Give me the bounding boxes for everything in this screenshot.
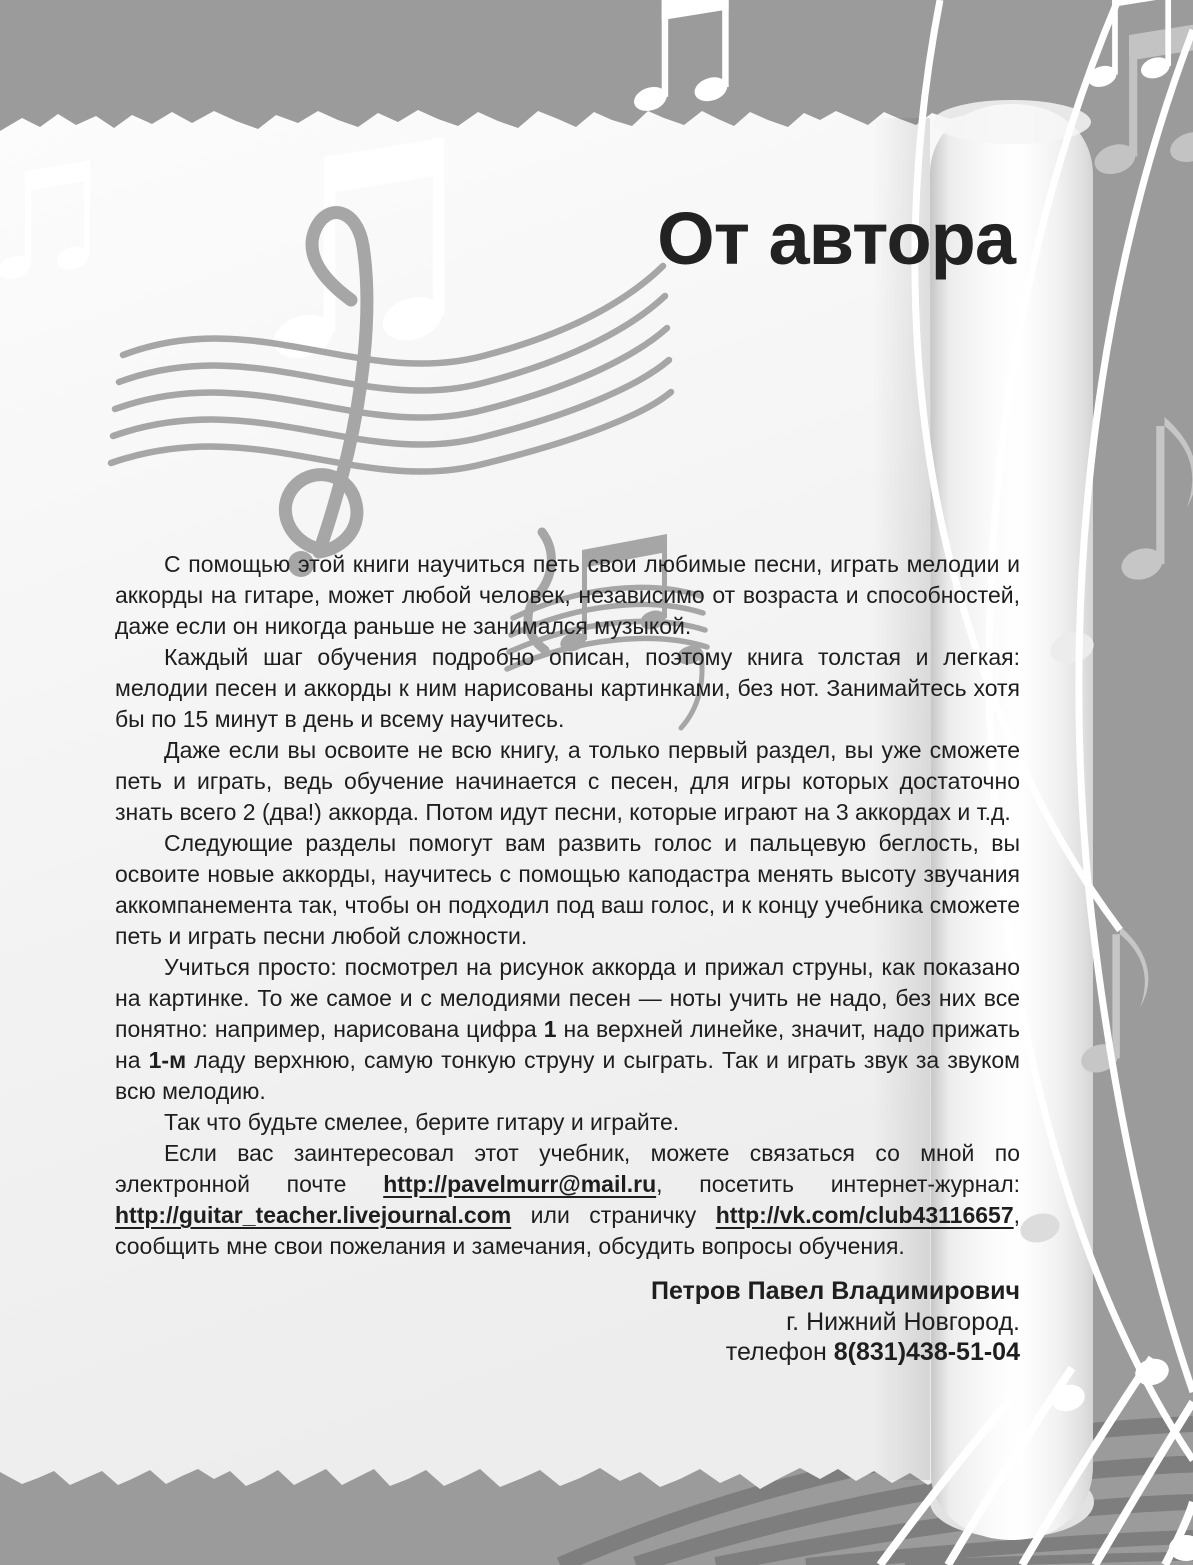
text-run: или страничку	[511, 1202, 716, 1228]
paragraph	[115, 549, 1020, 642]
text-run: на верхней линейке, значит, надо прижать на	[115, 1016, 1020, 1073]
paragraph	[115, 735, 1020, 828]
text-run: Следующие разделы помогут вам развить голос и пальцевую беглость, вы освоите новые аккорды, научитесь с помощью каподастра менять высоту звучания аккомпанемента так, чтобы он подходил под ваш голос, и к концу учебника сможете петь и играть песни любой сложности.	[115, 830, 1020, 949]
text-run: С помощью этой книги научиться петь свои любимые песни, играть мелодии и аккорды на гитаре, может любой человек, независимо от возраста и способностей, даже если он никогда раньше не занимался музыкой.	[115, 551, 1020, 639]
text-run: , сообщить мне свои пожелания и замечания, обсудить вопросы обучения.	[115, 1202, 1020, 1259]
text-run: Если вас заинтересовал этот учебник, можете связаться со мной по электронной почте	[115, 1140, 1020, 1197]
link-vk[interactable]: http://vk.com/club43116657	[715, 1202, 1014, 1228]
text-run: Учиться просто: посмотрел на рисунок аккорда и прижал струны, как показано на картинке. То же самое и с мелодиями песен — ноты учить не надо, без них все понятно: например, нарисована цифра	[115, 954, 1020, 1042]
paragraphs	[115, 549, 1020, 1262]
link-livejournal[interactable]: http://guitar_teacher.livejournal.com	[115, 1202, 512, 1228]
page-title: От автора	[657, 197, 1015, 280]
bold-text: 1	[543, 1016, 557, 1042]
phone-number: 8(831)438-51-04	[833, 1338, 1020, 1366]
link-email[interactable]: http://pavelmurr@mail.ru	[383, 1171, 657, 1197]
text-run: , посетить интернет-журнал:	[656, 1171, 1021, 1197]
paragraph	[115, 1138, 1020, 1262]
text-run: Каждый шаг обучения подробно описан, поэтому книга толстая и легкая: мелодии песен и аккорды к ним нарисованы картинками, без нот. Занимайтесь хотя бы по 15 минут в день и всему научитесь.	[115, 644, 1020, 732]
author-name: Петров Павел Владимирович	[650, 1277, 1020, 1305]
author-city: г. Нижний Новгород.	[786, 1307, 1020, 1336]
paragraph	[115, 1107, 1020, 1138]
paragraph	[115, 952, 1020, 1107]
author-signature	[651, 1276, 1020, 1368]
paragraph	[115, 642, 1020, 735]
bold-text: 1-м	[148, 1047, 187, 1073]
paragraph	[115, 828, 1020, 952]
text-run: ладу верхнюю, самую тонкую струну и сыграть. Так и играть звук за звуком всю мелодию.	[115, 1047, 1020, 1104]
text-run: Так что будьте смелее, берите гитару и играйте.	[164, 1109, 680, 1135]
phone-label: телефон	[725, 1338, 834, 1366]
author-phone	[651, 1337, 1020, 1368]
text-run: Даже если вы освоите не всю книгу, а только первый раздел, вы уже сможете петь и играть, ведь обучение начинается с песен, для игры которых достаточно знать всего 2 (два!) аккорда. Потом идут песни, которые играют на 3 аккордах и т.д.	[115, 737, 1020, 825]
